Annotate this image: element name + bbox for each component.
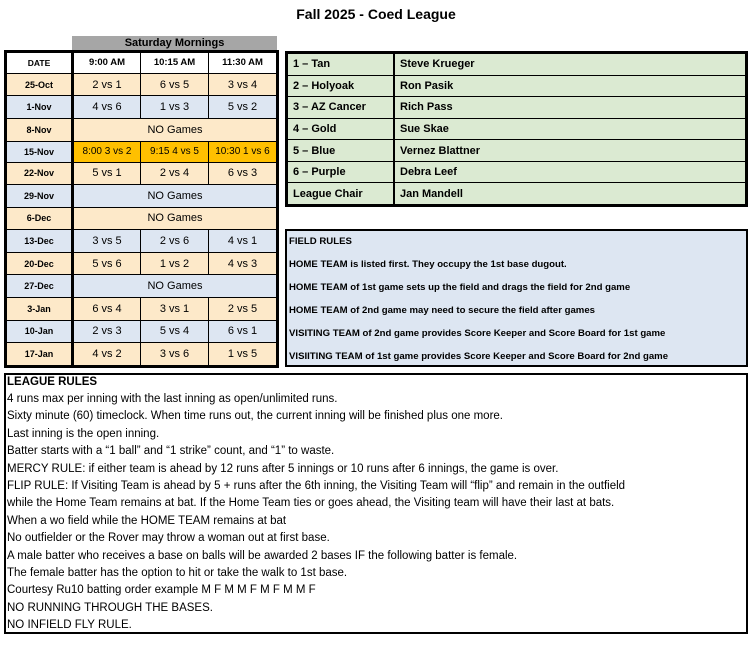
league-rules-title: LEAGUE RULES (7, 376, 98, 388)
schedule-row (7, 298, 277, 321)
game-cell: 3 vs 5 (73, 230, 141, 253)
game-cell: 4 vs 3 (209, 252, 277, 275)
league-rule-line: A male batter who receives a base on balls will be awarded 2 bases IF the following batter is female. (7, 549, 518, 562)
schedule-date: 3-Jan (7, 298, 73, 321)
team-row (288, 54, 746, 76)
team-name: 4 – Gold (288, 118, 395, 140)
game-cell: 3 vs 4 (209, 73, 277, 96)
game-cell: 1 vs 5 (209, 343, 277, 366)
league-rule-line: No outfielder or the Rover may throw a woman out at first base. (7, 532, 330, 545)
team-row (288, 75, 746, 97)
schedule-row (7, 141, 277, 162)
team-name: 3 – AZ Cancer (288, 97, 395, 119)
no-games-cell: NO Games (73, 207, 277, 230)
game-cell: 9:15 4 vs 5 (141, 141, 209, 162)
schedule-row (7, 343, 277, 366)
league-rule-line: NO INFIELD FLY RULE. (7, 619, 132, 632)
schedule-row (7, 96, 277, 119)
saturday-mornings-header: Saturday Mornings (72, 36, 277, 50)
team-row (288, 140, 746, 162)
league-rule-line: The female batter has the option to hit or take the walk to 1st base. (7, 567, 348, 579)
game-cell: 6 vs 3 (209, 162, 277, 185)
schedule-date: 17-Jan (7, 343, 73, 366)
field-rule-line: HOME TEAM of 2nd game may need to secure the field after games (289, 305, 596, 316)
team-name: 6 – Purple (288, 161, 395, 183)
no-games-cell: NO Games (73, 275, 277, 298)
game-cell: 2 vs 6 (141, 230, 209, 253)
game-cell: 4 vs 6 (73, 96, 141, 119)
game-cell: 10:30 1 vs 6 (209, 141, 277, 162)
team-name: 2 – Holyoak (288, 75, 395, 97)
league-rule-line: MERCY RULE: if either team is ahead by 12 runs after 5 innings or 10 runs after 6 innings, the game is over. (7, 462, 559, 475)
schedule-date: 25-Oct (7, 73, 73, 96)
schedule-table (4, 50, 279, 368)
league-rule-line: while the Home Team remains at bat. If the Home Team ties or goes ahead, the Visiting team will have their last at bats. (7, 497, 615, 510)
field-rules-title: FIELD RULES (289, 236, 352, 247)
team-manager: Rich Pass (394, 97, 746, 119)
schedule-date: 22-Nov (7, 162, 73, 185)
field-rules-box (285, 229, 748, 367)
game-cell: 5 vs 6 (73, 252, 141, 275)
field-rule-line: HOME TEAM of 1st game sets up the field and drags the field for 2nd game (289, 282, 631, 293)
game-cell: 2 vs 3 (73, 320, 141, 343)
schedule-date: 27-Dec (7, 275, 73, 298)
schedule-row (7, 207, 277, 230)
league-rule-line: NO RUNNING THROUGH THE BASES. (7, 601, 213, 614)
date-header: DATE (7, 53, 73, 74)
no-games-cell: NO Games (73, 185, 277, 208)
schedule-row (7, 73, 277, 96)
team-name: League Chair (288, 183, 395, 205)
game-cell: 5 vs 4 (141, 320, 209, 343)
game-cell: 2 vs 4 (141, 162, 209, 185)
team-manager: Ron Pasik (394, 75, 746, 97)
schedule-date: 13-Dec (7, 230, 73, 253)
league-rule-line: Sixty minute (60) timeclock. When time runs out, the current inning will be finished plus one more. (7, 410, 503, 423)
schedule-row (7, 320, 277, 343)
league-rule-line: 4 runs max per inning with the last inning as open/unlimited runs. (7, 393, 338, 405)
team-manager: Jan Mandell (394, 183, 746, 205)
game-cell: 5 vs 2 (209, 96, 277, 119)
team-manager: Debra Leef (394, 161, 746, 183)
team-name: 5 – Blue (288, 140, 395, 162)
game-cell: 2 vs 5 (209, 298, 277, 321)
schedule-date: 15-Nov (7, 141, 73, 162)
field-rule-line: VISIITING TEAM of 1st game provides Score Keeper and Score Board for 2nd game (289, 351, 669, 362)
league-rule-line: Last inning is the open inning. (7, 427, 160, 440)
game-cell: 6 vs 1 (209, 320, 277, 343)
league-rules-box (4, 373, 748, 634)
game-cell: 3 vs 6 (141, 343, 209, 366)
game-cell: 2 vs 1 (73, 73, 141, 96)
time-header: 9:00 AM (73, 53, 141, 74)
schedule-row (7, 275, 277, 298)
league-rule-line: When a wo field while the HOME TEAM remains at bat (7, 514, 287, 527)
team-row (288, 97, 746, 119)
field-rule-line: HOME TEAM is listed first. They occupy the 1st base dugout. (289, 259, 567, 270)
schedule-header-row (7, 53, 277, 74)
schedule-date: 8-Nov (7, 119, 73, 142)
league-rule-line: Courtesy Ru10 batting order example M F M M F M F M M F (7, 584, 316, 597)
schedule-row (7, 185, 277, 208)
schedule-date: 6-Dec (7, 207, 73, 230)
team-row (288, 161, 746, 183)
league-rule-line: FLIP RULE: If Visiting Team is ahead by 5 + runs after the 6th inning, the Visiting Team will “flip” and remain in the outfield (7, 480, 626, 492)
game-cell: 1 vs 2 (141, 252, 209, 275)
game-cell: 6 vs 4 (73, 298, 141, 321)
schedule-date: 10-Jan (7, 320, 73, 343)
team-manager: Vernez Blattner (394, 140, 746, 162)
game-cell: 3 vs 1 (141, 298, 209, 321)
schedule-row (7, 162, 277, 185)
field-rule-line: VISITING TEAM of 2nd game provides Score Keeper and Score Board for 1st game (289, 328, 666, 339)
time-header: 11:30 AM (209, 53, 277, 74)
teams-table (285, 51, 748, 207)
page-title: Fall 2025 - Coed League (296, 6, 456, 22)
schedule-row (7, 252, 277, 275)
game-cell: 4 vs 1 (209, 230, 277, 253)
time-header: 10:15 AM (141, 53, 209, 74)
schedule-date: 1-Nov (7, 96, 73, 119)
team-manager: Sue Skae (394, 118, 746, 140)
schedule-row (7, 119, 277, 142)
no-games-cell: NO Games (73, 119, 277, 142)
league-rule-line: Batter starts with a “1 ball” and “1 strike” count, and “1” to waste. (7, 445, 335, 458)
team-row (288, 118, 746, 140)
game-cell: 1 vs 3 (141, 96, 209, 119)
game-cell: 4 vs 2 (73, 343, 141, 366)
schedule-row (7, 230, 277, 253)
game-cell: 6 vs 5 (141, 73, 209, 96)
team-manager: Steve Krueger (394, 54, 746, 76)
team-name: 1 – Tan (288, 54, 395, 76)
schedule-date: 20-Dec (7, 252, 73, 275)
schedule-date: 29-Nov (7, 185, 73, 208)
team-row (288, 183, 746, 205)
game-cell: 8:00 3 vs 2 (73, 141, 141, 162)
game-cell: 5 vs 1 (73, 162, 141, 185)
